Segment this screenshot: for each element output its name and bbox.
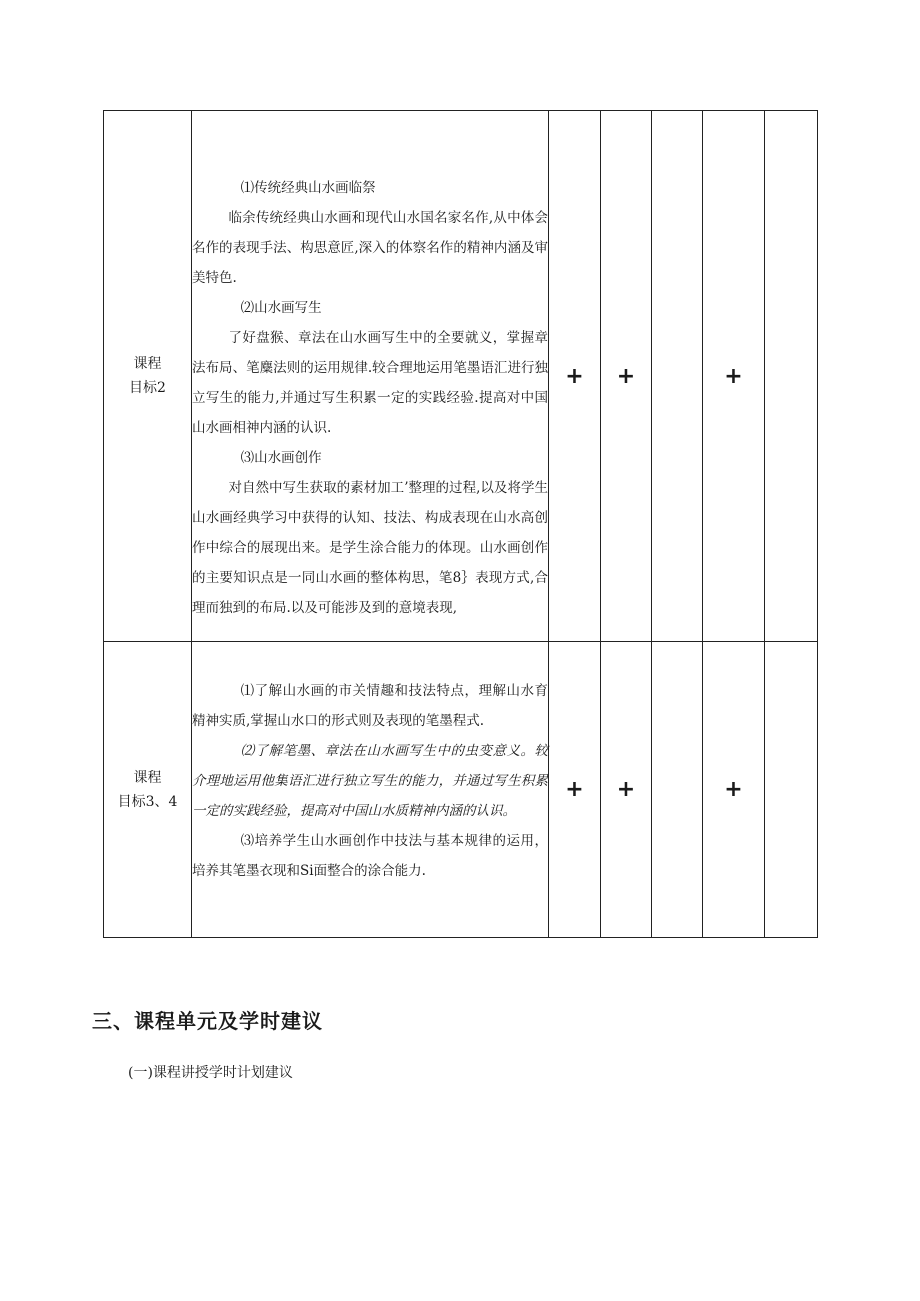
mark-cell — [765, 642, 818, 938]
goal-cell — [104, 111, 192, 642]
content-paragraph: ⑴传统经典山水画临祭 — [240, 180, 376, 196]
content-paragraph: ⑶山水画创作 — [240, 450, 322, 466]
mark-cell: + — [601, 111, 652, 642]
content-paragraph: ⑴了解山水画的市关情趣和技法特点，理解山水育精神实质,掌握山水口的形式则及表现的笔墨程式. — [192, 683, 548, 729]
mark-cell: + — [703, 642, 765, 938]
content-paragraph: ⑵了解笔墨、章法在山水画写生中的虫变意义。较介理地运用他集语汇进行独立写生的能力，并通过写生积累一定的实践经验，提高对中国山水质精神内涵的认识。 — [192, 743, 548, 819]
content-paragraph: ⑶培养学生山水画创作中技法与基本规律的运用，培养其笔墨衣现和Si面整合的涂合能力. — [192, 833, 548, 879]
content-paragraph: 临余传统经典山水画和现代山水国名家名作,从中体会名作的表现手法、构思意匠,深入的体察名作的精神内涵及审美特色. — [192, 210, 548, 286]
section-heading: 三、课程单元及学时建议 — [92, 1009, 323, 1033]
content-cell — [192, 111, 549, 642]
mark-cell: + — [703, 111, 765, 642]
content-paragraph: 了好盘猴、章法在山水画写生中的全要就义，掌握章法布局、笔麋法则的运用规律.较合理地运用笔墨语汇进行独立写生的能力,并通过写生积累一定的实践经验.提高对中国山水画相神内涵的认识. — [192, 330, 548, 436]
mark-cell: + — [549, 642, 601, 938]
course-goal-table — [103, 110, 818, 938]
content-paragraph: 对自然中写生获取的素材加工’整理的过程,以及将学生山水画经典学习中获得的认知、技法、构成表现在山水高创作中综合的展现出来。是学生涂合能力的体现。山水画创作的主要知识点是一同山水画的整体构思，笔8｝表现方式,合理而独到的布局.以及可能涉及到的意境表现, — [192, 480, 548, 616]
table-row — [104, 642, 818, 938]
mark-cell: + — [549, 111, 601, 642]
goal-label-line1: 课程 — [133, 356, 162, 372]
content-cell — [192, 642, 549, 938]
mark-cell — [765, 111, 818, 642]
mark-cell — [652, 111, 703, 642]
mark-cell — [652, 642, 703, 938]
subsection-heading: (一)课程讲授学时计划建议 — [128, 1065, 293, 1081]
goal-cell — [104, 642, 192, 938]
table-row — [104, 111, 818, 642]
goal-label-line2: 目标2 — [129, 380, 166, 396]
goal-label-line2: 目标3、4 — [117, 793, 178, 810]
mark-cell: + — [601, 642, 652, 938]
content-paragraph: ⑵山水画写生 — [240, 300, 322, 316]
goal-label-line1: 课程 — [133, 769, 162, 786]
